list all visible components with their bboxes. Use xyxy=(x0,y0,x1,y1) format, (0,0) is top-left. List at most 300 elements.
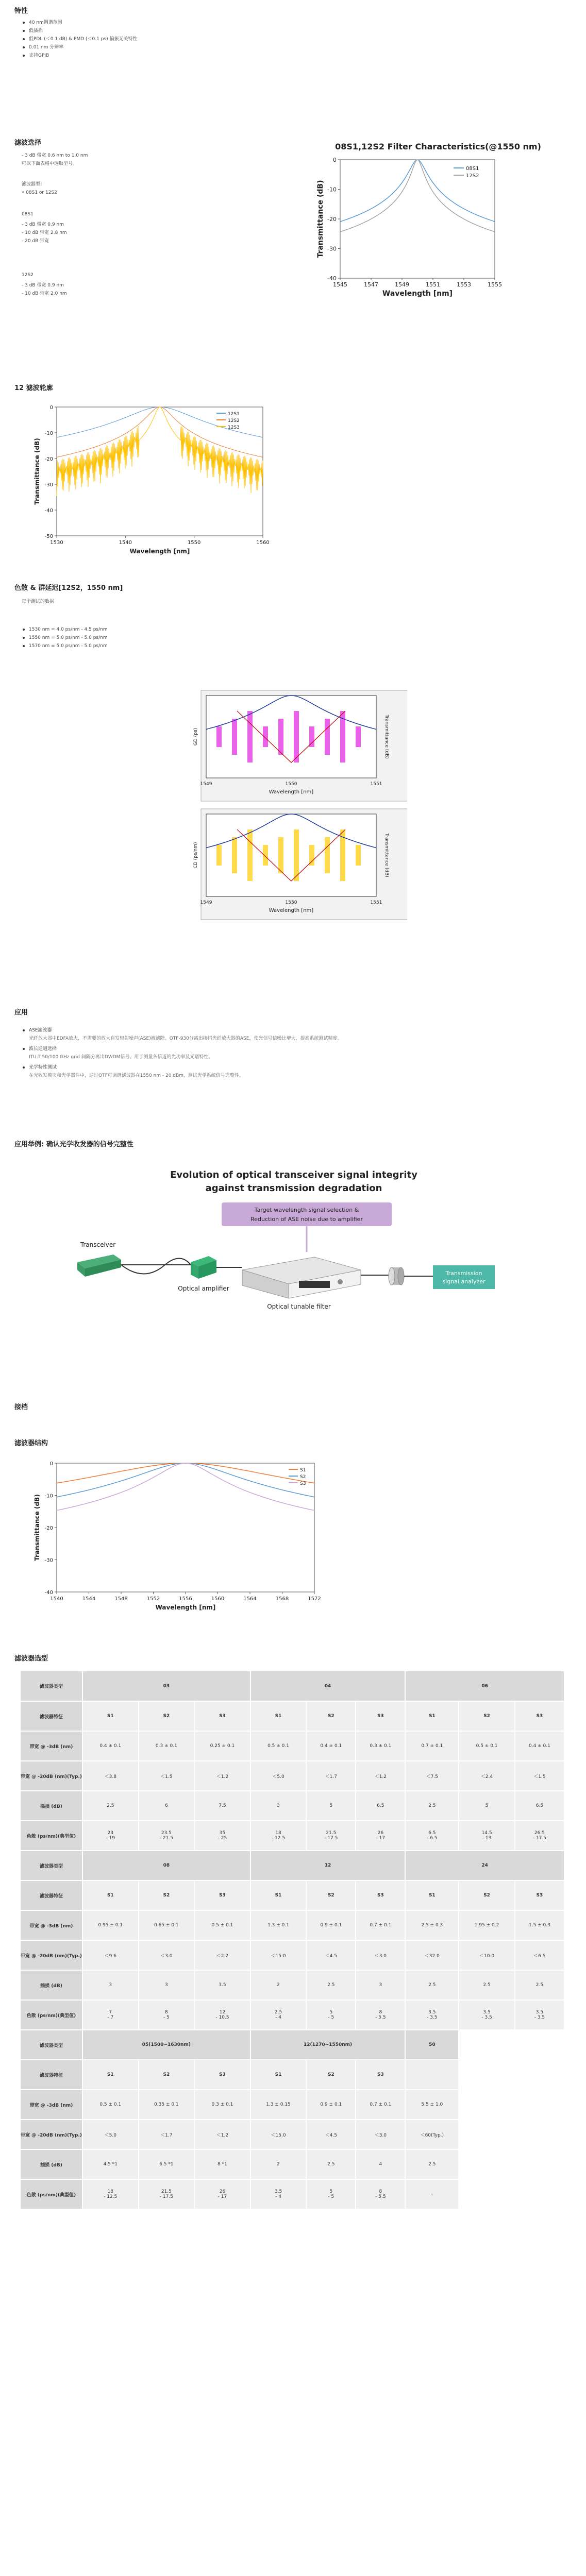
s1-title: 08S1 xyxy=(22,212,34,217)
table-cell: ＜3.0 xyxy=(139,1940,195,1970)
table-cell: 3 xyxy=(356,1970,405,2000)
y-tick-label: -20 xyxy=(44,1526,53,1531)
table-cell: 05(1500~1630nm) xyxy=(82,2030,250,2060)
y-tick-label: -40 xyxy=(44,508,53,514)
x-axis-label: Wavelength [nm] xyxy=(129,548,190,555)
table-cell: 3.5 xyxy=(194,1970,250,2000)
text-line: - 3 dB 带宽 0.9 nm xyxy=(22,283,64,288)
features-title: 特性 xyxy=(14,7,28,15)
table-cell: S2 xyxy=(459,1701,515,1731)
table-cell: 滤波器特征 xyxy=(21,1701,82,1731)
table-cell: ＜4.5 xyxy=(306,1940,356,1970)
table-row xyxy=(21,1671,564,1701)
table-cell: S3 xyxy=(194,1701,250,1731)
table-cell: 8 - 5.5 xyxy=(356,2179,405,2209)
table-cell: 12 xyxy=(250,1851,406,1880)
table-cell: ＜1.2 xyxy=(194,1761,250,1791)
list-item: 1530 nm = 4.0 ps/nm - 4.5 ps/nm xyxy=(22,625,108,634)
x-axis-label: Wavelength [nm] xyxy=(155,1604,216,1611)
table-cell: ＜1.5 xyxy=(515,1761,564,1791)
x-tick-label: 1550 xyxy=(285,900,297,905)
table-cell: 3.5 - 3.5 xyxy=(459,2000,515,2030)
table-cell: ＜1.2 xyxy=(356,1761,405,1791)
filter-profile-title: 12 滤波轮廓 xyxy=(14,384,53,392)
y-tick-label: -10 xyxy=(44,1493,53,1499)
table-cell: ＜5.0 xyxy=(82,2120,139,2149)
table-cell: ＜6.5 xyxy=(515,1940,564,1970)
table-cell: - xyxy=(405,2179,459,2209)
table-cell: 6.5 xyxy=(356,1791,405,1821)
dispersion-plots xyxy=(175,685,407,922)
table-cell: 0.9 ± 0.1 xyxy=(306,2090,356,2120)
table-cell: 3.5 - 4 xyxy=(250,2179,307,2209)
table-cell: 0.4 ± 0.1 xyxy=(82,1731,139,1761)
filter-structure-chart xyxy=(21,1453,340,1628)
table-cell: ＜60(Typ.) xyxy=(405,2120,459,2149)
table-cell: 06 xyxy=(405,1671,564,1701)
table-cell: 1.3 ± 0.15 xyxy=(250,2090,307,2120)
table-cell: 带宽 @ -20dB (nm)(Typ.) xyxy=(21,1940,82,1970)
text-line: - 10 dB 带宽 2.0 nm xyxy=(22,291,67,296)
y-axis-label: Transmittance (dB) xyxy=(34,438,41,505)
table-cell: 4 xyxy=(356,2149,405,2179)
table-cell: S3 xyxy=(194,2060,250,2090)
x-tick-label: 1530 xyxy=(50,540,63,546)
table-cell: 0.7 ± 0.1 xyxy=(356,1910,405,1940)
table-cell: 7.5 xyxy=(194,1791,250,1821)
table-row xyxy=(21,1761,564,1791)
table-cell: 04 xyxy=(250,1671,406,1701)
table-cell: S3 xyxy=(356,1701,405,1731)
app-example-title: 应用举例: 确认光学收发器的信号完整性 xyxy=(14,1141,133,1148)
table-cell: 8 *1 xyxy=(194,2149,250,2179)
table-cell: ＜7.5 xyxy=(405,1761,459,1791)
y-tick-label: -20 xyxy=(327,216,337,223)
table-cell: ＜15.0 xyxy=(250,2120,307,2149)
table-row xyxy=(21,1910,564,1940)
x-tick-label: 1564 xyxy=(243,1596,257,1602)
tunable-filter-icon xyxy=(242,1257,361,1298)
noise-band xyxy=(309,845,314,866)
x-tick-label: 1556 xyxy=(179,1596,192,1602)
table-cell: 滤波器类型 xyxy=(21,1851,82,1880)
table-cell: S1 xyxy=(82,2060,139,2090)
table-row xyxy=(21,1970,564,2000)
table-cell: S1 xyxy=(250,1701,307,1731)
table-cell: 带宽 @ -20dB (nm)(Typ.) xyxy=(21,1761,82,1791)
table-cell: S3 xyxy=(515,1880,564,1910)
table-cell: 3 xyxy=(139,1970,195,2000)
table-cell: 插损 (dB) xyxy=(21,1791,82,1821)
table-cell: S3 xyxy=(356,2060,405,2090)
banner-line-1: Target wavelength signal selection & xyxy=(254,1207,359,1213)
table-cell: 0.3 ± 0.1 xyxy=(194,2090,250,2120)
gd-plot xyxy=(193,690,407,801)
y-tick-label: -10 xyxy=(44,431,53,436)
x-tick-label: 1544 xyxy=(82,1596,96,1602)
table-cell: 0.7 ± 0.1 xyxy=(356,2090,405,2120)
chart1-plot xyxy=(316,157,502,298)
list-item: 1550 nm = 5.0 ps/nm - 5.0 ps/nm xyxy=(22,634,108,642)
legend-label: S1 xyxy=(300,1468,306,1473)
table-row xyxy=(21,2149,564,2179)
x-tick-label: 1560 xyxy=(211,1596,225,1602)
table-cell: 0.35 ± 0.1 xyxy=(139,2090,195,2120)
application-item-body: 光纤放大器中EDFA放大，不需要的放大自发辐射噪声(ASE)被滤除。OTF-930分离出掺铒光纤放大器的ASE，使光信号信噪比增大，提高系统测试精度。 xyxy=(29,1036,342,1041)
table-row xyxy=(21,1731,564,1761)
legend-label: S3 xyxy=(300,1481,306,1486)
noise-band xyxy=(232,719,237,755)
table-cell: 色散 (ps/nm)(典型值) xyxy=(21,2000,82,2030)
table-cell: 5 xyxy=(459,1791,515,1821)
text-line: - 20 dB 带宽 xyxy=(22,239,49,244)
y-tick-label: 0 xyxy=(49,1461,53,1467)
noise-band xyxy=(294,711,299,762)
transceiver-label: Transceiver xyxy=(80,1241,116,1248)
table-cell: S2 xyxy=(139,1701,195,1731)
x-tick-label: 1549 xyxy=(395,281,409,288)
y-tick-label: -10 xyxy=(327,186,337,193)
table-cell: 0.65 ± 0.1 xyxy=(139,1910,195,1940)
analyzer-line-2: signal analyzer xyxy=(442,1278,485,1285)
table-cell: 0.3 ± 0.1 xyxy=(139,1731,195,1761)
text-line: - 10 dB 带宽 2.8 nm xyxy=(22,230,67,235)
table-cell: ＜3.8 xyxy=(82,1761,139,1791)
table-cell: ＜9.6 xyxy=(82,1940,139,1970)
y-tick-label: -30 xyxy=(327,245,337,252)
table-cell: 6.5 - 6.5 xyxy=(405,1821,459,1851)
table-cell: 0.5 ± 0.1 xyxy=(82,2090,139,2120)
table-cell: ＜3.0 xyxy=(356,2120,405,2149)
model-value: • 08S1 or 12S2 xyxy=(22,190,57,195)
table-cell: 滤波器特征 xyxy=(21,1880,82,1910)
filter-characteristics-chart xyxy=(289,134,577,319)
app-example-diagram xyxy=(72,1159,515,1345)
application-item-head: ASE滤波器 xyxy=(29,1028,52,1033)
filter-structure-title: 滤波器结构 xyxy=(14,1439,48,1447)
transceiver-icon xyxy=(77,1255,121,1277)
table-cell: 0.9 ± 0.1 xyxy=(306,1910,356,1940)
table-cell: S2 xyxy=(139,2060,195,2090)
table-row xyxy=(21,1791,564,1821)
legend-label: 12S3 xyxy=(228,425,240,430)
table-cell: ＜10.0 xyxy=(459,1940,515,1970)
diagram-title-2: against transmission degradation xyxy=(205,1183,382,1194)
legend-label: 08S1 xyxy=(466,166,479,172)
table-cell: 8 - 5.5 xyxy=(356,2000,405,2030)
table-cell: S3 xyxy=(515,1701,564,1731)
table-cell: 带宽 @ -20dB (nm)(Typ.) xyxy=(21,2120,82,2149)
noise-band xyxy=(263,726,268,747)
table-cell: S2 xyxy=(306,1880,356,1910)
table-cell: 2.5 - 4 xyxy=(250,2000,307,2030)
table-cell: S1 xyxy=(82,1880,139,1910)
x-tick-label: 1552 xyxy=(146,1596,160,1602)
list-item: 低PDL (＜0.1 dB) & PMD (＜0.1 ps) 偏振无关特性 xyxy=(22,35,138,43)
table-cell: 3 xyxy=(82,1970,139,2000)
table-row xyxy=(21,1851,564,1880)
table-cell: S3 xyxy=(356,1880,405,1910)
selection-table xyxy=(21,1671,565,2210)
analyzer-box xyxy=(433,1265,495,1289)
x-tick-label: 1549 xyxy=(200,782,212,787)
table-cell: 0.7 ± 0.1 xyxy=(405,1731,459,1761)
dispersion-subtitle: 每个测试的数据 xyxy=(22,599,55,604)
y-tick-label: 0 xyxy=(49,405,53,411)
table-cell: 2.5 xyxy=(515,1970,564,2000)
x-tick-label: 1548 xyxy=(114,1596,128,1602)
table-cell: 4.5 *1 xyxy=(82,2149,139,2179)
s1-items xyxy=(22,221,67,245)
table-row xyxy=(21,2030,564,2060)
table-cell: 2.5 xyxy=(82,1791,139,1821)
banner-line-2: Reduction of ASE noise due to amplifier xyxy=(250,1216,363,1223)
table-cell: S2 xyxy=(459,1880,515,1910)
x-tick-label: 1551 xyxy=(426,281,440,288)
model-label: 滤波器型： xyxy=(22,182,45,187)
table-cell: S3 xyxy=(194,1880,250,1910)
dispersion-title: 色散 & 群延迟[12S2，1550 nm] xyxy=(14,584,123,592)
table-cell xyxy=(405,2060,459,2090)
table-row xyxy=(21,1701,564,1731)
table-row xyxy=(21,2090,564,2120)
table-cell: S1 xyxy=(405,1880,459,1910)
table-cell: 26 - 17 xyxy=(356,1821,405,1851)
s2-items xyxy=(22,281,67,298)
table-cell: 6 xyxy=(139,1791,195,1821)
table-cell: 5 xyxy=(306,1791,356,1821)
noise-band xyxy=(263,845,268,866)
application-item-body: 在光收发模块和光学器件中，通过OTF可调谐滤波器在1550 nm - 20 dBm，测试光学系统信号完整性。 xyxy=(29,1073,244,1078)
y-right-label: Transmittance (dB) xyxy=(384,715,389,759)
y-tick-label: -40 xyxy=(44,1590,53,1596)
table-cell: 0.3 ± 0.1 xyxy=(356,1731,405,1761)
list-item: 40 nm调谐范围 xyxy=(22,19,138,27)
x-tick-label: 1540 xyxy=(119,540,132,546)
y-right-label: Transmittance (dB) xyxy=(384,833,389,877)
application-list xyxy=(22,1026,568,1082)
noise-band xyxy=(325,837,330,873)
table-cell: 6.5 xyxy=(515,1791,564,1821)
s2-title: 12S2 xyxy=(22,273,34,278)
table-cell: 0.95 ± 0.1 xyxy=(82,1910,139,1940)
table-cell: ＜1.7 xyxy=(139,2120,195,2149)
table-row xyxy=(21,2060,564,2090)
selection-table-title: 滤波器选型 xyxy=(14,1655,48,1663)
table-cell: 2.5 xyxy=(306,2149,356,2179)
plot-frame xyxy=(206,814,376,896)
list-item: 0.01 nm 分辨率 xyxy=(22,43,138,52)
legend-label: 12S2 xyxy=(466,173,479,179)
noise-band xyxy=(278,837,283,873)
y-tick-label: -30 xyxy=(44,1557,53,1564)
table-cell: 2.5 xyxy=(405,2149,459,2179)
noise-band xyxy=(356,726,361,747)
filter-selection-title: 滤波选择 xyxy=(14,139,42,147)
table-cell: ＜2.4 xyxy=(459,1761,515,1791)
x-axis-label: Wavelength [nm] xyxy=(382,290,453,298)
table-cell: 0.5 ± 0.1 xyxy=(250,1731,307,1761)
noise-band xyxy=(356,845,361,866)
x-tick-label: 1555 xyxy=(488,281,502,288)
table-cell: ＜1.2 xyxy=(194,2120,250,2149)
table-cell: 带宽 @ -3dB (nm) xyxy=(21,1910,82,1940)
noise-band xyxy=(247,711,253,762)
table-cell: 色散 (ps/nm)(典型值) xyxy=(21,2179,82,2209)
table-row xyxy=(21,1821,564,1851)
filters-title: 接档 xyxy=(14,1403,28,1411)
table-cell: S2 xyxy=(139,1880,195,1910)
y-tick-label: -20 xyxy=(44,456,53,462)
table-cell: 0.5 ± 0.1 xyxy=(194,1910,250,1940)
y-axis-label: Transmittance (dB) xyxy=(316,180,325,258)
table-cell: 18 - 12.5 xyxy=(250,1821,307,1851)
table-cell: ＜1.7 xyxy=(306,1761,356,1791)
table-cell: 1.5 ± 0.3 xyxy=(515,1910,564,1940)
list-item: 支持GPIB xyxy=(22,52,138,60)
table-row xyxy=(21,1880,564,1910)
table-cell: 色散 (ps/nm)(典型值) xyxy=(21,1821,82,1851)
application-item-body: ITU-T 50/100 GHz grid 间隔分离出DWDM信号。用于测量各信道的光功率及光谱特性。 xyxy=(29,1055,213,1060)
x-tick-label: 1553 xyxy=(457,281,471,288)
table-cell: 6.5 *1 xyxy=(139,2149,195,2179)
cd-plot xyxy=(193,809,407,920)
dispersion-list xyxy=(22,625,108,650)
features-list xyxy=(22,19,138,60)
table-cell: 12 - 10.5 xyxy=(194,2000,250,2030)
table-cell: 0.4 ± 0.1 xyxy=(306,1731,356,1761)
noise-band xyxy=(294,829,299,881)
table-cell: 2.5 xyxy=(405,1791,459,1821)
x-axis-label: Wavelength [nm] xyxy=(269,789,314,795)
x-tick-label: 1545 xyxy=(333,281,347,288)
table-cell: ＜3.0 xyxy=(356,1940,405,1970)
legend-label: 12S1 xyxy=(228,412,240,417)
text-line: - 3 dB 带宽 0.9 nm xyxy=(22,222,64,227)
list-item: 低插损 xyxy=(22,27,138,35)
noise-band xyxy=(216,726,222,747)
y-left-label: CD (ps/nm) xyxy=(193,842,198,869)
x-tick-label: 1572 xyxy=(308,1596,321,1602)
x-tick-label: 1551 xyxy=(370,900,382,905)
table-cell: ＜2.2 xyxy=(194,1940,250,1970)
y-tick-label: 0 xyxy=(333,157,337,163)
legend-label: 12S2 xyxy=(228,418,240,423)
x-tick-label: 1560 xyxy=(256,540,270,546)
table-cell: 7 - 7 xyxy=(82,2000,139,2030)
table-cell: 5 - 5 xyxy=(306,2000,356,2030)
table-cell: 08 xyxy=(82,1851,250,1880)
filter-profile-chart xyxy=(21,397,289,567)
y-axis-label: Transmittance (dB) xyxy=(34,1494,41,1561)
table-cell: 2.5 xyxy=(459,1970,515,2000)
list-item: 1570 nm = 5.0 ps/nm - 5.0 ps/nm xyxy=(22,642,108,650)
table-cell: ＜4.5 xyxy=(306,2120,356,2149)
noise-band xyxy=(232,837,237,873)
y-left-label: GD (ps) xyxy=(193,727,198,746)
x-tick-label: 1547 xyxy=(364,281,378,288)
fiber-spool-icon xyxy=(389,1267,404,1285)
text-line: 可以下面表格中选取型号。 xyxy=(22,161,78,166)
table-cell: 插损 (dB) xyxy=(21,2149,82,2179)
table-cell: S1 xyxy=(405,1701,459,1731)
table-cell: 插损 (dB) xyxy=(21,1970,82,2000)
table-cell: S1 xyxy=(250,2060,307,2090)
table-cell: 1.95 ± 0.2 xyxy=(459,1910,515,1940)
application-item-head: 波长通道选择 xyxy=(29,1046,57,1052)
table-cell: ＜32.0 xyxy=(405,1940,459,1970)
table-cell: 21.5 - 17.5 xyxy=(306,1821,356,1851)
table-cell: S1 xyxy=(82,1701,139,1731)
table-cell: 26 - 17 xyxy=(194,2179,250,2209)
diagram-title-1: Evolution of optical transceiver signal integrity xyxy=(170,1170,417,1180)
table-cell: 3 xyxy=(250,1791,307,1821)
table-cell: 23 - 19 xyxy=(82,1821,139,1851)
table-cell: 滤波器类型 xyxy=(21,1671,82,1701)
x-tick-label: 1551 xyxy=(370,782,382,787)
x-tick-label: 1540 xyxy=(50,1596,63,1602)
noise-band xyxy=(247,829,253,881)
noise-band xyxy=(278,719,283,755)
noise-band xyxy=(216,845,222,866)
table-cell: 21.5 - 17.5 xyxy=(139,2179,195,2209)
legend-label: S2 xyxy=(300,1475,306,1480)
chart1-title: 08S1,12S2 Filter Characteristics(@1550 nm) xyxy=(335,142,541,151)
noise-band xyxy=(309,726,314,747)
table-cell: 0.5 ± 0.1 xyxy=(459,1731,515,1761)
table-cell: S2 xyxy=(306,2060,356,2090)
table-cell: 50 xyxy=(405,2030,459,2060)
table-cell: 0.4 ± 0.1 xyxy=(515,1731,564,1761)
table-cell: 0.25 ± 0.1 xyxy=(194,1731,250,1761)
table-cell: 带宽 @ -3dB (nm) xyxy=(21,1731,82,1761)
table-cell: 5.5 ± 1.0 xyxy=(405,2090,459,2120)
analyzer-line-1: Transmission xyxy=(445,1270,482,1277)
table-cell: 滤波器特征 xyxy=(21,2060,82,2090)
text-line: - 3 dB 带宽 0.6 nm to 1.0 nm xyxy=(22,153,88,158)
table-row xyxy=(21,2120,564,2149)
table-cell: 3.5 - 3.5 xyxy=(515,2000,564,2030)
table-cell: 26.5 - 17.5 xyxy=(515,1821,564,1851)
y-tick-label: -50 xyxy=(44,534,53,539)
filter-structure-plot xyxy=(34,1461,321,1611)
table-cell: 23.5 - 21.5 xyxy=(139,1821,195,1851)
table-cell: 2 xyxy=(250,2149,307,2179)
noise-band xyxy=(325,719,330,755)
table-cell: 5 - 5 xyxy=(306,2179,356,2209)
table-cell: 24 xyxy=(405,1851,564,1880)
table-cell: 2.5 xyxy=(405,1970,459,2000)
filter-selection-intro xyxy=(22,151,88,168)
table-cell: 8 - 5 xyxy=(139,2000,195,2030)
table-cell: 带宽 @ -3dB (nm) xyxy=(21,2090,82,2120)
table-cell: 2.5 xyxy=(306,1970,356,2000)
table-cell: 35 - 25 xyxy=(194,1821,250,1851)
table-cell: 2.5 ± 0.3 xyxy=(405,1910,459,1940)
x-axis-label: Wavelength [nm] xyxy=(269,908,314,913)
table-cell: S1 xyxy=(250,1880,307,1910)
y-tick-label: -40 xyxy=(327,275,337,282)
y-tick-label: -30 xyxy=(44,482,53,488)
table-cell: 3.5 - 3.5 xyxy=(405,2000,459,2030)
table-cell: 03 xyxy=(82,1671,250,1701)
table-row xyxy=(21,1940,564,1970)
table-cell: 1.3 ± 0.1 xyxy=(250,1910,307,1940)
table-cell: ＜1.5 xyxy=(139,1761,195,1791)
table-cell: 14.5 - 13 xyxy=(459,1821,515,1851)
table-cell: 2 xyxy=(250,1970,307,2000)
x-tick-label: 1549 xyxy=(200,900,212,905)
